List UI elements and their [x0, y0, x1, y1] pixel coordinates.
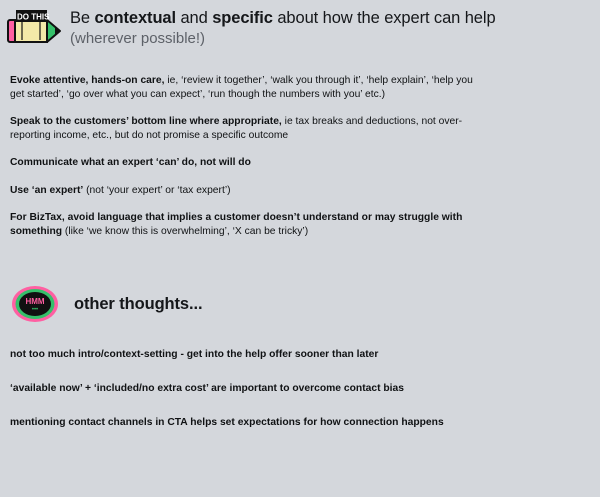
- page-title-bold2: specific: [212, 9, 273, 27]
- guideline-bold: Communicate what an expert ‘can’ do, not will do: [10, 157, 251, 168]
- hmm-badge-label: HMM: [25, 297, 45, 306]
- list-item: not too much intro/context-setting - get into the help offer sooner than later: [10, 349, 379, 360]
- page-title: [70, 8, 496, 28]
- guideline-rest: (like ‘we know this is overwhelming’, ‘X can be tricky’): [62, 225, 309, 237]
- guideline-bold: For BizTax, avoid language that implies a customer doesn’t understand or may struggle with something: [10, 212, 463, 237]
- header-section: [0, 8, 600, 55]
- other-thoughts-section-header: [0, 283, 600, 325]
- guidelines-list: [10, 74, 490, 252]
- list-item: [10, 184, 488, 198]
- guideline-rest: ie tax breaks and deductions, not over-reporting income, etc., but do not promise a specific outcome: [10, 116, 463, 141]
- hmm-badge: [8, 283, 66, 325]
- list-item: [10, 156, 488, 170]
- guideline-bold: Use ‘an expert’: [10, 184, 84, 196]
- guideline-bold: Evoke attentive, hands-on care,: [10, 75, 165, 86]
- other-thoughts-title: other thoughts...: [74, 294, 203, 313]
- pencil-icon: [6, 10, 64, 50]
- other-thoughts-list: [10, 348, 570, 450]
- header-text-block: [70, 8, 496, 48]
- page-title-part3: about how the expert can help: [272, 9, 496, 27]
- list-item: ‘available now’ + ‘included/no extra cost’ are important to overcome contact bias: [10, 383, 404, 394]
- thinking-blob-icon: [8, 283, 66, 325]
- page-title-part1: Be: [70, 9, 95, 27]
- hmm-badge-dots: •••: [31, 307, 39, 313]
- guideline-bold: Speak to the customers’ bottom line where appropriate,: [10, 116, 282, 127]
- page-title-bold1: contextual: [94, 9, 176, 27]
- page-title-part2: and: [176, 9, 213, 27]
- list-item: [10, 74, 488, 101]
- list-item: [10, 211, 488, 238]
- guideline-rest: (not ‘your expert’ or ‘tax expert’): [83, 184, 231, 196]
- page-right-edge: [588, 0, 600, 497]
- guideline-rest: ie, ‘review it together’, ‘walk you through it’, ‘help explain’, ‘help you get started’, ‘go over what you can expect’, ‘run though the numbers with you’ etc.): [10, 75, 473, 100]
- list-item: mentioning contact channels in CTA helps set expectations for how connection happens: [10, 417, 444, 428]
- do-this-badge-label: DO THIS: [17, 12, 50, 22]
- do-this-badge: [6, 10, 64, 55]
- list-item: [10, 115, 488, 142]
- page-subtitle: (wherever possible!): [70, 30, 206, 47]
